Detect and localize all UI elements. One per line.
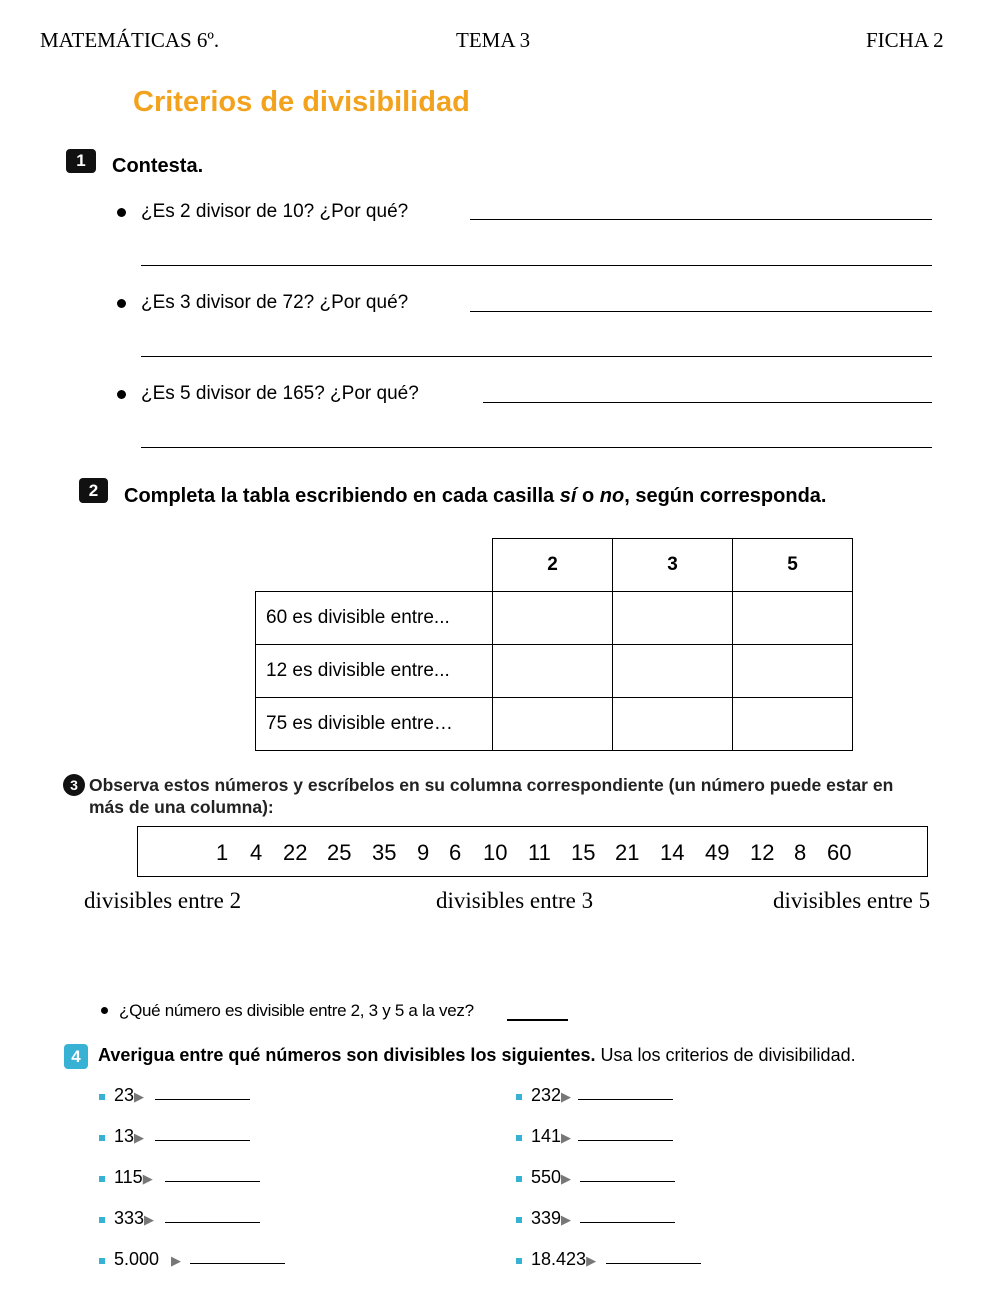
column-label-2: divisibles entre 2 — [84, 888, 242, 913]
q3-extra-answer-line[interactable] — [507, 1019, 568, 1021]
q3-number-badge: 3 — [63, 774, 85, 796]
q4-item: 141▶ — [531, 1126, 572, 1146]
q1-answer-line-1a[interactable] — [470, 219, 932, 220]
q4-item: 115▶ — [114, 1167, 153, 1187]
q4-answer-line[interactable] — [155, 1140, 250, 1141]
table-row — [256, 592, 853, 645]
square-bullet-icon — [99, 1094, 105, 1100]
q4-number-badge: 4 — [64, 1044, 88, 1069]
bullet-icon — [117, 299, 126, 308]
q1-question-1: ¿Es 2 divisor de 10? ¿Por qué? — [141, 201, 409, 222]
q1-answer-line-3b[interactable] — [141, 447, 932, 448]
q4-item: 550▶ — [531, 1167, 572, 1187]
square-bullet-icon — [516, 1176, 522, 1182]
table-row — [256, 698, 853, 751]
q1-answer-line-2a[interactable] — [470, 311, 932, 312]
table-header-row — [256, 539, 853, 592]
table-answer-cell[interactable] — [733, 645, 853, 698]
number-item[interactable]: 25 — [327, 840, 352, 865]
q1-answer-line-1b[interactable] — [141, 265, 932, 266]
q4-item: 333▶ — [114, 1208, 155, 1228]
square-bullet-icon — [516, 1135, 522, 1141]
q4-answer-line[interactable] — [190, 1263, 285, 1264]
arrow-right-icon: ▶ — [134, 1130, 145, 1145]
table-answer-cell[interactable] — [493, 592, 613, 645]
arrow-right-icon: ▶ — [142, 1171, 153, 1186]
q3-heading: Observa estos números y escríbelos en su columna correspondiente (un número puede estar en más de una columna): — [89, 775, 894, 817]
q4-answer-line[interactable] — [155, 1099, 250, 1100]
q4-item: 339▶ — [531, 1208, 572, 1228]
table-col-header: 5 — [733, 539, 853, 592]
q4-heading: Averigua entre qué números son divisibles los siguientes. Usa los criterios de divisibilidad. — [98, 1045, 856, 1065]
q4-answer-line[interactable] — [165, 1222, 260, 1223]
number-item[interactable]: 22 — [283, 840, 308, 865]
number-item[interactable]: 8 — [794, 840, 807, 865]
table-answer-cell[interactable] — [613, 698, 733, 751]
bullet-icon — [101, 1007, 108, 1014]
number-item[interactable]: 10 — [483, 840, 508, 865]
page-title: Criterios de divisibilidad — [133, 86, 470, 118]
table-answer-cell[interactable] — [733, 592, 853, 645]
divisibility-table — [255, 538, 853, 751]
number-item[interactable]: 11 — [528, 840, 551, 865]
table-col-header: 3 — [613, 539, 733, 592]
table-row — [256, 645, 853, 698]
q1-heading: Contesta. — [112, 155, 204, 177]
q1-answer-line-2b[interactable] — [141, 356, 932, 357]
number-item[interactable]: 14 — [660, 840, 685, 865]
number-item[interactable]: 12 — [750, 840, 775, 865]
q4-item: 13▶ — [114, 1126, 145, 1146]
q2-number-badge: 2 — [79, 478, 108, 503]
square-bullet-icon — [516, 1258, 522, 1264]
table-row-label: 60 es divisible entre... — [256, 592, 493, 645]
number-item[interactable]: 35 — [372, 840, 397, 865]
number-item[interactable]: 9 — [417, 840, 430, 865]
numbers-box — [137, 826, 928, 877]
table-answer-cell[interactable] — [733, 698, 853, 751]
square-bullet-icon — [99, 1135, 105, 1141]
table-corner — [256, 539, 493, 592]
q2-heading: Completa la tabla escribiendo en cada casilla sí o no, según corresponda. — [124, 485, 827, 507]
number-item[interactable]: 4 — [250, 840, 263, 865]
number-item[interactable]: 1 — [216, 840, 229, 865]
column-label-5: divisibles entre 5 — [773, 888, 931, 913]
q1-question-2: ¿Es 3 divisor de 72? ¿Por qué? — [141, 292, 409, 313]
square-bullet-icon — [516, 1094, 522, 1100]
q4-answer-line[interactable] — [580, 1181, 675, 1182]
arrow-right-icon: ▶ — [561, 1171, 572, 1186]
arrow-right-icon: ▶ — [561, 1130, 572, 1145]
number-item[interactable]: 15 — [571, 840, 596, 865]
header-subject: MATEMÁTICAS 6º. — [40, 28, 220, 52]
square-bullet-icon — [99, 1217, 105, 1223]
header-topic: TEMA 3 — [456, 28, 531, 52]
q4-item: 23▶ — [114, 1085, 145, 1105]
table-row-label: 12 es divisible entre... — [256, 645, 493, 698]
table-answer-cell[interactable] — [613, 592, 733, 645]
q4-item: 18.423▶ — [531, 1249, 597, 1269]
number-item[interactable]: 49 — [705, 840, 730, 865]
q1-number-badge: 1 — [66, 149, 96, 173]
table-answer-cell[interactable] — [493, 698, 613, 751]
number-item[interactable]: 6 — [449, 840, 462, 865]
table-row-label: 75 es divisible entre… — [256, 698, 493, 751]
number-item[interactable]: 60 — [827, 840, 852, 865]
header-sheet: FICHA 2 — [866, 28, 944, 52]
q4-answer-line[interactable] — [165, 1181, 260, 1182]
number-item[interactable]: 21 — [615, 840, 640, 865]
table-answer-cell[interactable] — [493, 645, 613, 698]
q4-item: 232▶ — [531, 1085, 572, 1105]
arrow-right-icon: ▶ — [144, 1212, 155, 1227]
bullet-icon — [117, 208, 126, 217]
column-label-3: divisibles entre 3 — [436, 888, 594, 913]
arrow-right-icon: ▶ — [561, 1212, 572, 1227]
q1-question-3: ¿Es 5 divisor de 165? ¿Por qué? — [141, 383, 419, 404]
square-bullet-icon — [99, 1258, 105, 1264]
bullet-icon — [117, 390, 126, 399]
table-col-header: 2 — [493, 539, 613, 592]
q3-extra-question: ¿Qué número es divisible entre 2, 3 y 5 a la vez? — [119, 1001, 474, 1020]
arrow-right-icon: ▶ — [134, 1089, 145, 1104]
square-bullet-icon — [99, 1176, 105, 1182]
arrow-right-icon: ▶ — [171, 1253, 182, 1268]
q1-answer-line-3a[interactable] — [483, 402, 932, 403]
q4-answer-line[interactable] — [580, 1222, 675, 1223]
arrow-right-icon: ▶ — [561, 1089, 572, 1104]
table-answer-cell[interactable] — [613, 645, 733, 698]
q4-answer-line[interactable] — [578, 1140, 673, 1141]
arrow-right-icon: ▶ — [586, 1253, 597, 1268]
q4-answer-line[interactable] — [578, 1099, 673, 1100]
q4-answer-line[interactable] — [606, 1263, 701, 1264]
square-bullet-icon — [516, 1217, 522, 1223]
q4-item: 5.000 ▶ — [114, 1249, 182, 1269]
